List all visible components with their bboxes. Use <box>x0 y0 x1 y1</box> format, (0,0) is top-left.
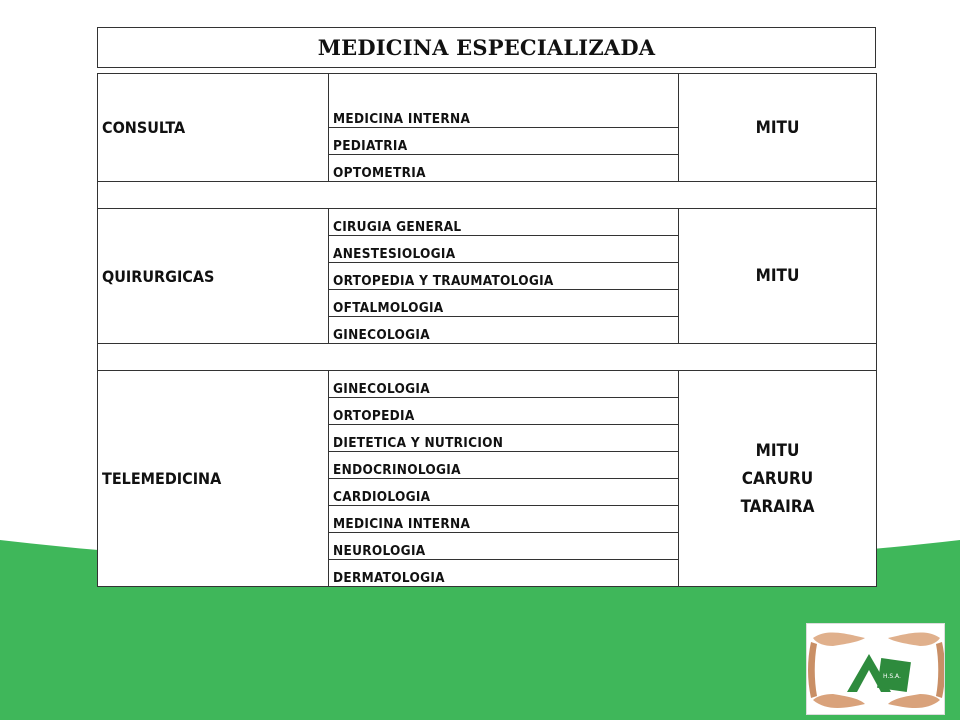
specialty-cell: DERMATOLOGIA <box>329 560 679 587</box>
table-row <box>98 371 877 398</box>
location-label: MITU <box>755 266 800 286</box>
specialty-cell: GINECOLOGIA <box>329 371 679 398</box>
specialty-cell: CARDIOLOGIA <box>329 479 679 506</box>
category-cell: CONSULTA <box>98 74 329 182</box>
location-cell <box>679 371 877 587</box>
category-cell: TELEMEDICINA <box>98 371 329 587</box>
specialty-cell: OFTALMOLOGIA <box>329 290 679 317</box>
table-row <box>98 74 877 128</box>
specialty-cell: GINECOLOGIA <box>329 317 679 344</box>
location-cell <box>679 209 877 344</box>
specialty-cell: OPTOMETRIA <box>329 155 679 182</box>
specialty-cell: ANESTESIOLOGIA <box>329 236 679 263</box>
separator-row <box>98 182 877 209</box>
specialty-cell: ORTOPEDIA <box>329 398 679 425</box>
specialty-cell: ENDOCRINOLOGIA <box>329 452 679 479</box>
specialty-cell: ORTOPEDIA Y TRAUMATOLOGIA <box>329 263 679 290</box>
separator-cell <box>98 344 877 371</box>
specialties-table <box>97 73 877 587</box>
specialty-cell: MEDICINA INTERNA <box>329 74 679 128</box>
location-label: MITU <box>755 117 800 138</box>
svg-text:H.S.A.: H.S.A. <box>883 673 901 680</box>
separator-row <box>98 344 877 371</box>
specialty-cell: NEUROLOGIA <box>329 533 679 560</box>
location-label: TARAIRA <box>740 496 815 517</box>
separator-cell <box>98 182 877 209</box>
specialty-cell: MEDICINA INTERNA <box>329 506 679 533</box>
hospital-logo <box>806 623 945 715</box>
location-label: CARURU <box>741 468 814 489</box>
location-label: MITU <box>755 440 800 461</box>
location-cell <box>679 74 877 182</box>
hands-logo-icon <box>807 624 945 715</box>
category-cell: QUIRURGICAS <box>98 209 329 344</box>
page-title: MEDICINA ESPECIALIZADA <box>97 27 876 68</box>
table-row <box>98 209 877 236</box>
specialty-cell: DIETETICA Y NUTRICION <box>329 425 679 452</box>
specialty-cell: CIRUGIA GENERAL <box>329 209 679 236</box>
specialty-cell: PEDIATRIA <box>329 128 679 155</box>
